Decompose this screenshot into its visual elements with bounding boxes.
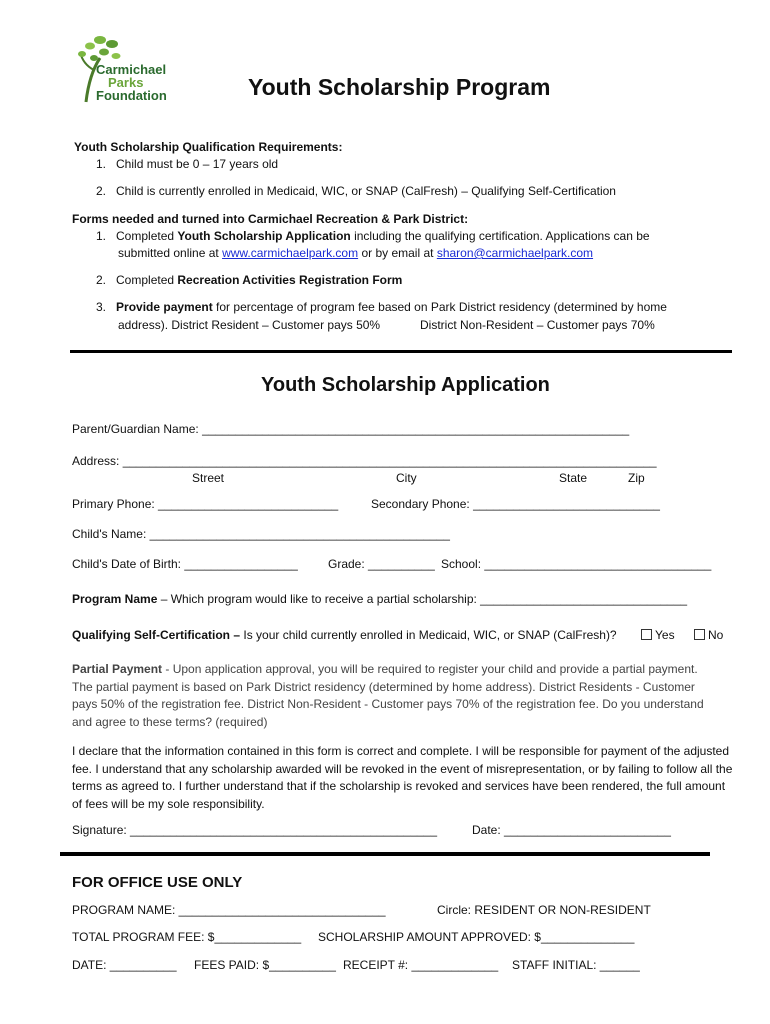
list-item: 1. Child must be 0 – 17 years old: [96, 157, 279, 171]
email-link[interactable]: sharon@carmichaelpark.com: [436, 246, 594, 260]
partial-payment-paragraph: [72, 661, 712, 731]
office-fees-paid-field[interactable]: FEES PAID: $__________: [194, 958, 336, 972]
school-field[interactable]: School: __________________________________: [441, 557, 712, 571]
partial-payment-label: Partial Payment: [72, 662, 163, 676]
office-program-name-field[interactable]: PROGRAM NAME: _______________________________: [72, 903, 386, 917]
carmichael-parks-logo: [74, 30, 198, 110]
no-label: No: [708, 628, 724, 642]
list-item: 2. Completed Recreation Activities Registration Form: [96, 273, 403, 287]
primary-phone-field[interactable]: Primary Phone: ___________________________: [72, 497, 339, 511]
office-receipt-field[interactable]: RECEIPT #: _____________: [343, 958, 499, 972]
address-field[interactable]: Address: ________________________________________________________________________________: [72, 454, 657, 468]
requirement-2: Child is currently enrolled in Medicaid, WIC, or SNAP (CalFresh) – Qualifying Self-Certification: [116, 184, 616, 198]
child-name-field[interactable]: Child's Name: _____________________________________________: [72, 527, 450, 541]
program-name-field[interactable]: [72, 592, 687, 606]
street-label: Street: [192, 471, 225, 485]
logo-line2: Parks: [108, 75, 144, 90]
form-item1-line2-pre: submitted online at: [118, 246, 223, 260]
program-name-prompt: – Which program would like to receive a partial scholarship: _______________________________: [157, 592, 688, 606]
qualifying-label: Qualifying Self-Certification –: [72, 628, 241, 642]
application-title: Youth Scholarship Application: [261, 374, 550, 396]
form-item1-mid: or by email at: [358, 246, 437, 260]
yes-checkbox[interactable]: [641, 628, 675, 642]
secondary-phone-field[interactable]: Secondary Phone: ____________________________: [371, 497, 660, 511]
requirement-1: Child must be 0 – 17 years old: [116, 157, 279, 171]
office-circle-residency[interactable]: Circle: RESIDENT OR NON-RESIDENT: [437, 903, 651, 917]
parent-guardian-name-field[interactable]: Parent/Guardian Name: ________________________________________________________________: [72, 422, 630, 436]
requirements-heading: Youth Scholarship Qualification Requirements:: [74, 140, 343, 154]
form-item2-pre: Completed: [116, 273, 178, 287]
form-item1-pre: Completed: [116, 229, 178, 243]
list-item: 3. Provide payment for percentage of program fee based on Park District residency (determined by home: [96, 300, 667, 314]
yes-label: Yes: [655, 628, 675, 642]
logo-text: [96, 63, 167, 102]
city-label: City: [396, 471, 417, 485]
form-item3-post: for percentage of program fee based on Park District residency (determined by home: [212, 300, 667, 314]
form-item3-line2b: District Non-Resident – Customer pays 70%: [420, 318, 655, 332]
office-total-fee-field[interactable]: TOTAL PROGRAM FEE: $_____________: [72, 930, 302, 944]
grade-field[interactable]: Grade: __________: [328, 557, 435, 571]
checkbox-icon: [641, 629, 652, 640]
form-item2-bold: Recreation Activities Registration Form: [177, 273, 403, 287]
zip-label: Zip: [628, 471, 645, 485]
form-item1-post: including the qualifying certification. Applications can be: [350, 229, 650, 243]
office-staff-initial-field[interactable]: STAFF INITIAL: ______: [512, 958, 640, 972]
partial-payment-text: - Upon application approval, you will be required to register your child and provide a partial payment. The partial payment is based on Park District residency (determined by home address). District Residents - Customer pays 50% of the registration fee. District Non-Resident - Customer pays 70% of the registration fee. Do you understand and agree to these terms? (required): [72, 662, 704, 729]
office-date-field[interactable]: DATE: __________: [72, 958, 177, 972]
program-name-label: Program Name: [72, 592, 158, 606]
checkbox-icon: [694, 629, 705, 640]
qualifying-prompt: Is your child currently enrolled in Medicaid, WIC, or SNAP (CalFresh)?: [240, 628, 617, 642]
divider: [70, 350, 732, 353]
list-item: 1. Completed Youth Scholarship Application including the qualifying certification. Applications can be: [96, 229, 650, 243]
qualifying-question: [72, 628, 617, 642]
child-dob-field[interactable]: Child's Date of Birth: _________________: [72, 557, 298, 571]
form-item3-bold: Provide payment: [116, 300, 213, 314]
website-link[interactable]: www.carmichaelpark.com: [222, 246, 359, 260]
form-item3-line2a: address). District Resident – Customer pays 50%: [118, 318, 381, 332]
state-label: State: [559, 471, 588, 485]
form-item1-line2: [118, 246, 593, 260]
signature-field[interactable]: Signature: ______________________________________________: [72, 823, 438, 837]
form-item1-bold: Youth Scholarship Application: [177, 229, 351, 243]
date-field[interactable]: Date: _________________________: [472, 823, 671, 837]
list-item: 2. Child is currently enrolled in Medicaid, WIC, or SNAP (CalFresh) – Qualifying Self-Certification: [96, 184, 616, 198]
declaration-paragraph: I declare that the information contained in this form is correct and complete. I will be responsible for payment of the adjusted fee. I understand that any scholarship awarded will be revoked in the event of misrepresentation, or by failing to follow all the terms as agreed to. I further understand that if the scholarship is revoked and services have been rendered, the full amount of fees will be my sole responsibility.: [72, 744, 733, 811]
program-title: Youth Scholarship Program: [248, 74, 551, 100]
divider: [60, 852, 710, 856]
office-use-heading: FOR OFFICE USE ONLY: [72, 874, 243, 891]
logo-line1: Carmichael: [96, 62, 167, 77]
forms-heading: Forms needed and turned into Carmichael Recreation & Park District:: [72, 212, 469, 226]
office-approved-amount-field[interactable]: SCHOLARSHIP AMOUNT APPROVED: $______________: [318, 930, 635, 944]
logo-line3: Foundation: [96, 88, 167, 103]
no-checkbox[interactable]: [694, 628, 723, 642]
